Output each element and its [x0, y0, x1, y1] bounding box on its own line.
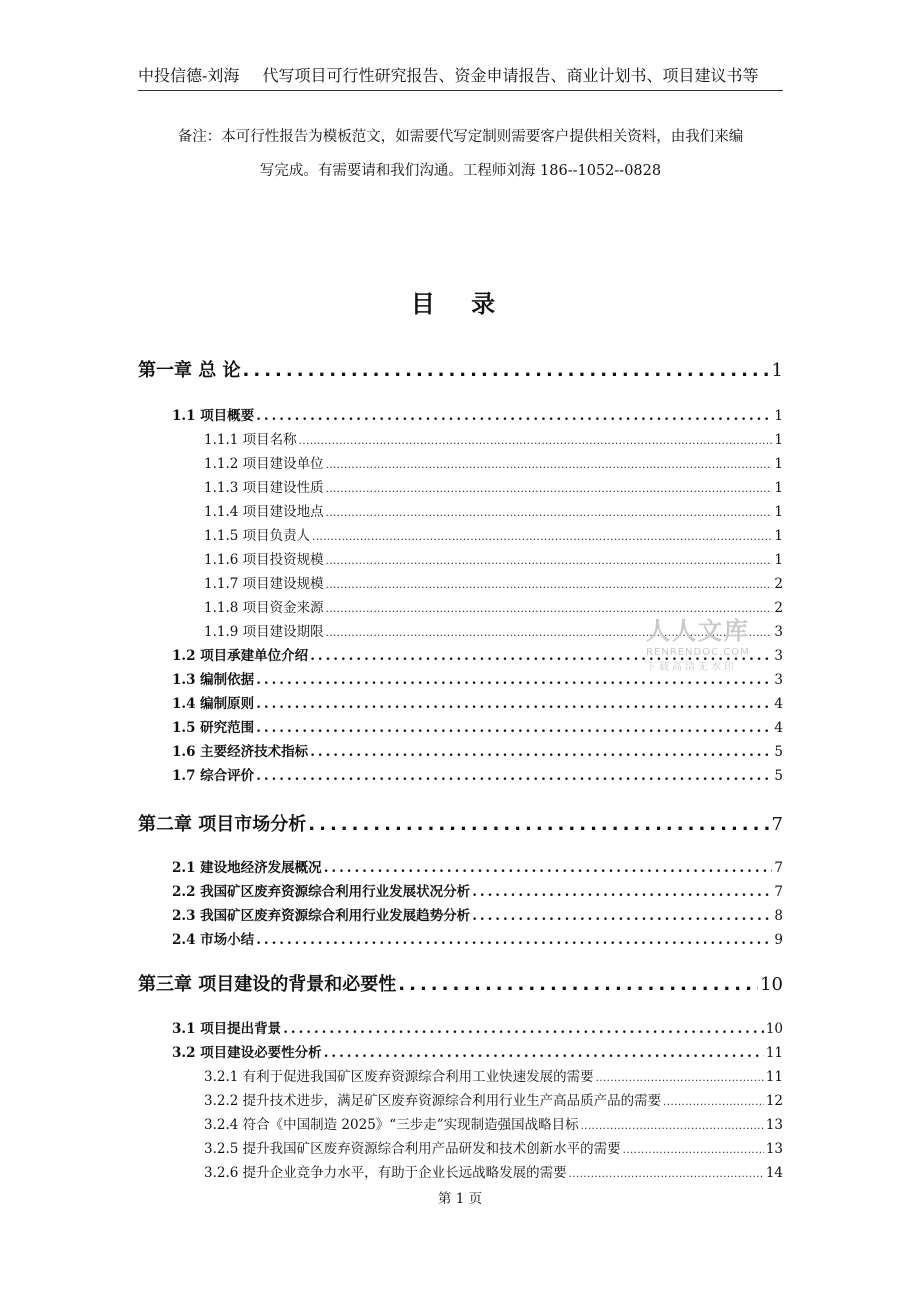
toc-entry-title: 1.1.7 项目建设规模	[204, 576, 324, 592]
toc-entry-title: 1.1.5 项目负责人	[204, 528, 311, 544]
toc-entry[interactable]	[204, 428, 783, 450]
toc-entry[interactable]	[172, 740, 783, 762]
toc-leader-dots	[299, 436, 773, 447]
toc-leader-dots	[663, 1097, 764, 1108]
note	[138, 120, 783, 188]
toc-leader-dots	[326, 460, 773, 471]
toc-entry-title: 1.1.6 项目投资规模	[204, 552, 324, 568]
toc-entry[interactable]	[204, 1161, 783, 1183]
toc-entry-title: 1.1.8 项目资金来源	[204, 600, 324, 616]
toc-entry[interactable]	[138, 970, 783, 1000]
toc-entry[interactable]	[138, 810, 783, 840]
toc-entry-title: 1.4 编制原则	[172, 696, 255, 712]
toc-leader-dots	[326, 508, 773, 519]
toc-entry-page: 7	[771, 814, 783, 835]
toc-entry-page: 4	[774, 720, 783, 736]
toc-leader-dots	[326, 556, 773, 567]
toc-entry-title: 2.2 我国矿区废弃资源综合利用行业发展状况分析	[172, 884, 471, 900]
toc-entry-page: 3	[774, 624, 783, 640]
toc-entry-page: 1	[774, 504, 783, 520]
toc-entry-title: 第二章 项目市场分析	[138, 814, 307, 835]
toc-entry-page: 3	[774, 672, 783, 688]
toc-entry[interactable]	[204, 548, 783, 570]
toc-leader-dots	[256, 932, 772, 948]
toc-leader-dots	[581, 1121, 764, 1132]
toc-entry[interactable]	[204, 1137, 783, 1159]
toc-leader-dots	[310, 744, 772, 760]
toc-entry[interactable]	[172, 764, 783, 786]
toc-leader-dots	[243, 360, 770, 381]
toc-entry[interactable]	[204, 500, 783, 522]
toc-leader-dots	[256, 768, 772, 784]
toc-entry[interactable]	[204, 1089, 783, 1111]
toc-entry[interactable]	[172, 692, 783, 714]
toc-entry[interactable]	[172, 856, 783, 878]
note-line-2: 写完成。有需要请和我们沟通。工程师刘海 186--1052--0828	[259, 163, 662, 179]
toc-entry-page: 1	[774, 432, 783, 448]
toc-leader-dots	[326, 580, 773, 591]
toc-entry-page: 4	[774, 696, 783, 712]
toc-entry[interactable]	[204, 596, 783, 618]
toc-leader-dots	[623, 1145, 764, 1156]
toc-leader-dots	[569, 1169, 764, 1180]
toc-leader-dots	[596, 1073, 764, 1084]
toc-leader-dots	[324, 1045, 764, 1061]
toc-entry-title: 1.1 项目概要	[172, 408, 255, 424]
toc-leader-dots	[256, 408, 772, 424]
toc-entry-page: 9	[774, 932, 783, 948]
toc-entry[interactable]	[138, 356, 783, 386]
toc-entry[interactable]	[172, 880, 783, 902]
toc-entry-title: 3.2.2 提升技术进步，满足矿区废弃资源综合利用行业生产高品质产品的需要	[204, 1093, 662, 1109]
toc-entry-title: 1.1.3 项目建设性质	[204, 480, 324, 496]
toc-entry-page: 8	[774, 908, 783, 924]
toc-leader-dots	[472, 884, 772, 900]
toc-entry-page: 7	[774, 860, 783, 876]
toc-entry-title: 第一章 总 论	[138, 360, 241, 381]
toc-entry-title: 3.2.6 提升企业竞争力水平，有助于企业长远战略发展的需要	[204, 1165, 567, 1181]
toc-entry-title: 1.2 项目承建单位介绍	[172, 648, 309, 664]
toc-entry-title: 1.7 综合评价	[172, 768, 255, 784]
toc-leader-dots	[326, 604, 773, 615]
toc-entry-title: 1.1.2 项目建设单位	[204, 456, 324, 472]
toc-entry-title: 1.1.4 项目建设地点	[204, 504, 324, 520]
toc-entry[interactable]	[204, 524, 783, 546]
toc-entry-title: 第三章 项目建设的背景和必要性	[138, 974, 397, 995]
toc-entry-page: 1	[774, 480, 783, 496]
toc-entry-title: 1.1.1 项目名称	[204, 432, 297, 448]
toc-entry-page: 10	[760, 974, 783, 995]
note-line-1: 备注：本可行性报告为模板范文，如需要代写定制则需要客户提供相关资料，由我们来编	[177, 129, 744, 145]
toc-leader-dots	[326, 484, 773, 495]
toc-entry-page: 1	[774, 528, 783, 544]
toc-leader-dots	[312, 532, 772, 543]
toc-entry-title: 2.1 建设地经济发展概况	[172, 860, 322, 876]
toc-entry-page: 1	[774, 456, 783, 472]
toc-entry-title: 1.3 编制依据	[172, 672, 255, 688]
toc-entry-page: 3	[774, 648, 783, 664]
toc-leader-dots	[324, 860, 773, 876]
toc-entry-page: 13	[765, 1141, 783, 1157]
watermark-logo-text: 人人文库	[646, 617, 750, 645]
toc-entry[interactable]	[172, 404, 783, 426]
toc-entry[interactable]	[204, 1065, 783, 1087]
toc-entry-page: 2	[774, 600, 783, 616]
toc-entry-page: 14	[765, 1165, 783, 1181]
toc-entry[interactable]	[204, 452, 783, 474]
toc-entry-title: 1.1.9 项目建设期限	[204, 624, 324, 640]
toc-entry-title: 3.1 项目提出背景	[172, 1021, 282, 1037]
watermark-tagline: 下载高清无水印	[646, 662, 737, 673]
toc-leader-dots	[398, 974, 758, 995]
toc-entry-title: 1.5 研究范围	[172, 720, 255, 736]
watermark-site: RENRENDOC.COM	[646, 647, 750, 658]
toc-entry-title: 2.3 我国矿区废弃资源综合利用行业发展趋势分析	[172, 908, 471, 924]
toc-entry[interactable]	[204, 1113, 783, 1135]
toc-entry-page: 10	[765, 1021, 783, 1037]
toc-leader-dots	[256, 696, 772, 712]
toc-title: 目 录	[410, 290, 510, 318]
toc-leader-dots	[308, 814, 769, 835]
toc-entry-page: 2	[774, 576, 783, 592]
toc-entry-page: 12	[765, 1093, 783, 1109]
toc-entry-page: 1	[771, 360, 783, 381]
toc-entry-page: 1	[774, 552, 783, 568]
toc-leader-dots	[472, 908, 772, 924]
toc-entry[interactable]	[172, 1017, 783, 1039]
toc-entry-title: 1.6 主要经济技术指标	[172, 744, 309, 760]
header-services: 代写项目可行性研究报告、资金申请报告、商业计划书、项目建议书等	[262, 66, 759, 85]
page-number: 第 1 页	[437, 1191, 483, 1207]
toc-entry-title: 3.2.1 有利于促进我国矿区废弃资源综合利用工业快速发展的需要	[204, 1069, 594, 1085]
toc-entry[interactable]	[204, 476, 783, 498]
toc-entry-title: 3.2 项目建设必要性分析	[172, 1045, 322, 1061]
toc-entry-title: 3.2.4 符合《中国制造 2025》“三步走”实现制造强国战略目标	[204, 1117, 579, 1133]
toc-entry-page: 11	[765, 1069, 783, 1085]
toc-entry[interactable]	[204, 572, 783, 594]
page-header	[138, 62, 783, 91]
toc-leader-dots	[256, 720, 772, 736]
toc-leader-dots	[283, 1021, 764, 1037]
toc-entry-page: 1	[774, 408, 783, 424]
toc-entry-page: 5	[774, 768, 783, 784]
toc-entry-page: 13	[765, 1117, 783, 1133]
toc-entry-page: 5	[774, 744, 783, 760]
header-org: 中投信德-刘海	[138, 66, 240, 85]
toc-entry-page: 11	[765, 1045, 783, 1061]
toc-entry[interactable]	[172, 1041, 783, 1063]
toc-entry[interactable]	[172, 716, 783, 738]
toc-entry[interactable]	[172, 928, 783, 950]
toc-entry[interactable]	[172, 904, 783, 926]
toc-entry-page: 7	[774, 884, 783, 900]
toc-entry-title: 2.4 市场小结	[172, 932, 255, 948]
watermark	[646, 616, 774, 686]
toc-entry-title: 3.2.5 提升我国矿区废弃资源综合利用产品研发和技术创新水平的需要	[204, 1141, 621, 1157]
